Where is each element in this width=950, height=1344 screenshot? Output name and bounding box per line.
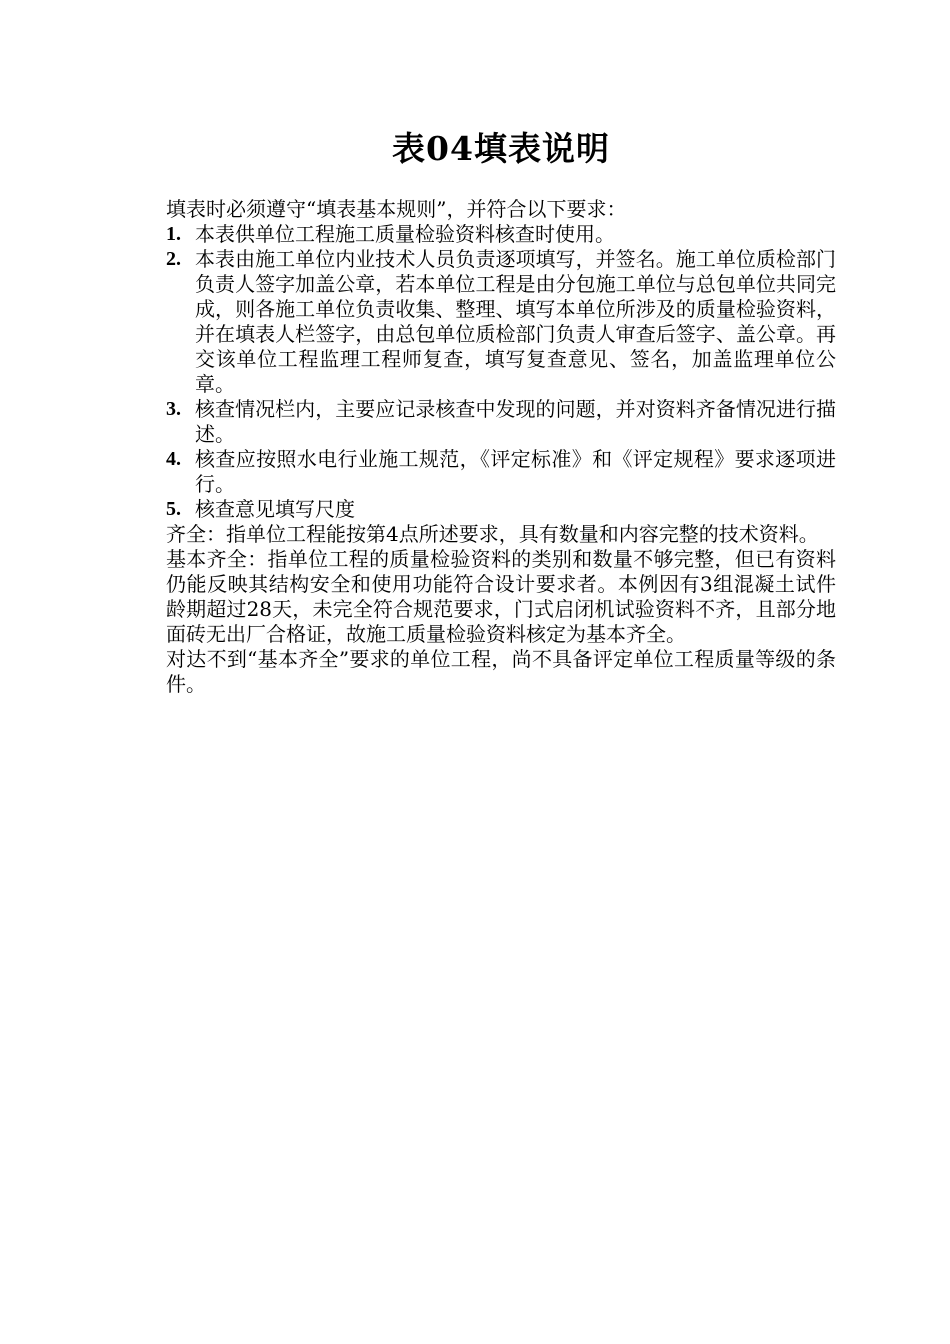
- list-item-number: 2.: [166, 248, 181, 270]
- document-body: [166, 197, 836, 697]
- definition-not-qualified: 对达不到“基本齐全”要求的单位工程，尚不具备评定单位工程质量等级的条件。: [166, 647, 836, 696]
- list-item: [166, 397, 836, 447]
- list-item: [166, 247, 836, 397]
- list-item-number: 4.: [166, 448, 181, 470]
- list-item: [166, 447, 836, 497]
- list-item-text: 核查意见填写尺度: [195, 497, 355, 521]
- definition-complete: 齐全：指单位工程能按第4点所述要求，具有数量和内容完整的技术资料。: [166, 522, 819, 546]
- document-title: 表04填表说明: [392, 129, 610, 168]
- list-item: [166, 222, 836, 247]
- list-item-text: 本表供单位工程施工质量检验资料核查时使用。: [195, 222, 615, 246]
- definition-basically-complete: 基本齐全：指单位工程的质量检验资料的类别和数量不够完整，但已有资料仍能反映其结构安全和使用功能符合设计要求者。本例因有3组混凝土试件龄期超过28天，未完全符合规范要求，门式启闭机试验资料不齐，且部分地面砖无出厂合格证，故施工质量检验资料核定为基本齐全。: [166, 547, 836, 646]
- list-item-number: 1.: [166, 223, 181, 245]
- intro-paragraph: 填表时必须遵守“填表基本规则”，并符合以下要求：: [166, 197, 627, 221]
- requirements-list: [166, 222, 836, 522]
- list-item-text: 核查情况栏内，主要应记录核查中发现的问题，并对资料齐备情况进行描述。: [195, 397, 836, 446]
- list-item-number: 5.: [166, 498, 181, 520]
- list-item: [166, 497, 836, 522]
- list-item-text: 本表由施工单位内业技术人员负责逐项填写，并签名。施工单位质检部门负责人签字加盖公章，若本单位工程是由分包施工单位与总包单位共同完成，则各施工单位负责收集、整理、填写本单位所涉及的质量检验资料，并在填表人栏签字，由总包单位质检部门负责人审查后签字、盖公章。再交该单位工程监理工程师复查，填写复查意见、签名，加盖监理单位公章。: [195, 247, 836, 396]
- list-item-text: 核查应按照水电行业施工规范，《评定标准》和《评定规程》要求逐项进行。: [195, 447, 836, 496]
- list-item-number: 3.: [166, 398, 181, 420]
- document-page: [166, 126, 836, 697]
